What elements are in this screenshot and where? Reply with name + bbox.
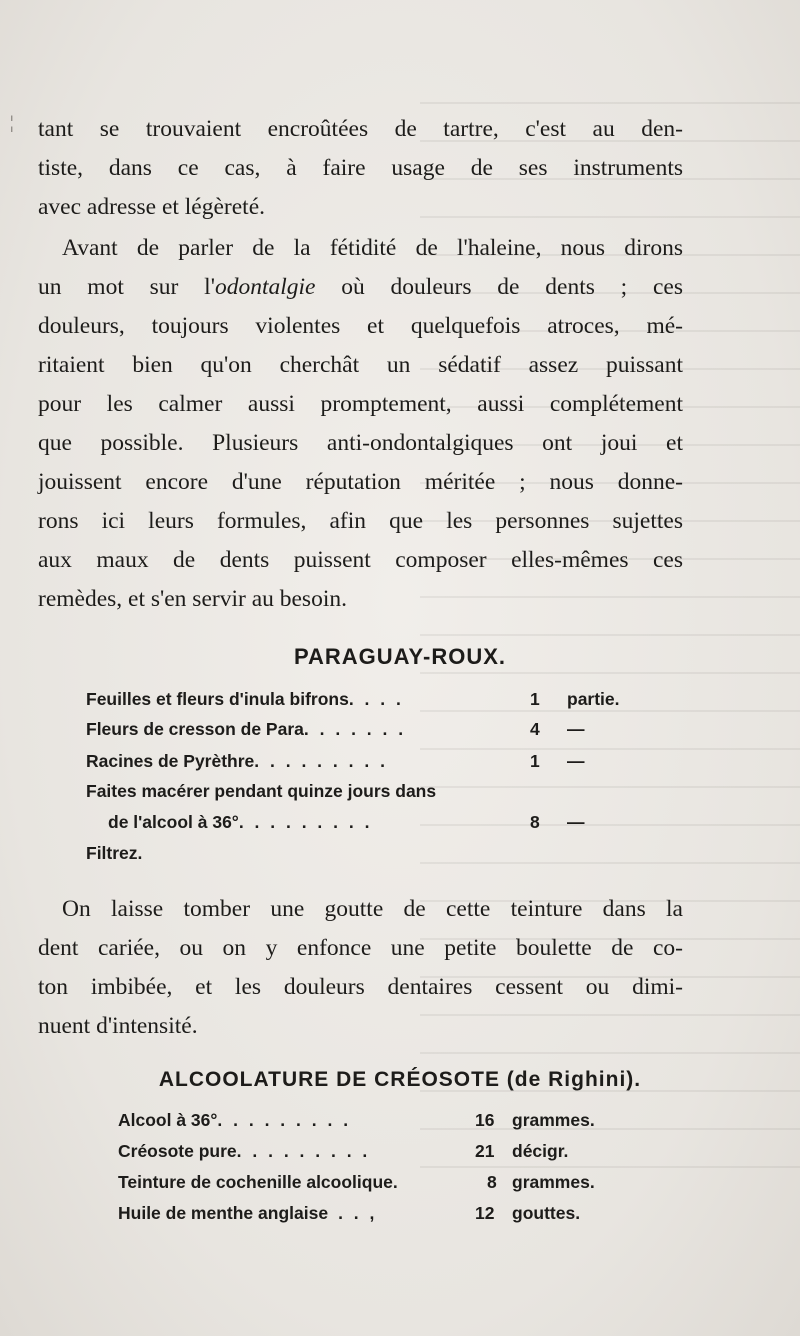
unit: gouttes. [512,1203,581,1223]
unit: grammes. [512,1172,595,1192]
italic-term: odontalgie [214,274,316,300]
recipe-line [118,1110,351,1131]
unit: partie. [567,689,620,709]
quantity: 1 [530,689,540,709]
unit: — [567,812,585,832]
margin-mark: ¦ [10,112,14,132]
quantity: 4 [530,719,540,739]
recipe-line [86,781,436,802]
quantity: 1 [530,751,540,771]
text-line: que possible. Plusieurs anti-ondontalgiques ont joui et [38,430,683,456]
recipe-line [118,1141,370,1162]
text-line: dent cariée, ou on y enfonce une petite boulette de co- [38,935,683,961]
text-line: remèdes, et s'en servir au besoin. [38,586,347,612]
leader-dots: . . . . . . . . . [254,751,388,771]
recipe-line [118,1172,398,1193]
ingredient-name: Fleurs de cresson de Para [86,719,304,739]
ingredient-name: de l'alcool à 36° [108,812,239,832]
recipe-line [118,1203,377,1224]
ingredient-name: Racines de Pyrèthre [86,751,255,771]
quantity: 8 [530,812,540,832]
unit: grammes. [512,1110,595,1130]
text-line: ton imbibée, et les douleurs dentaires cessent ou dimi- [38,974,683,1000]
text-line: tiste, dans ce cas, à faire usage de ses instruments [38,155,683,181]
leader-dots: . . . . [348,689,404,709]
text-line: aux maux de dents puissent composer elles-mêmes ces [38,547,683,573]
quantity: 12 [475,1203,495,1223]
recipe-title: ALCOOLATURE DE CRÉOSOTE (de Righini). [158,1068,642,1091]
instruction-text: Faites macérer pendant quinze jours dans [86,781,437,801]
quantity: 21 [475,1141,495,1161]
ingredient-name: Teinture de cochenille alcoolique. [118,1172,398,1192]
recipe-line [86,751,388,772]
leader-dots: . . . . . . . . . [238,812,373,832]
recipe-title: PARAGUAY-ROUX. [293,644,507,669]
text-fragment: un mot sur l' [38,274,215,300]
text-line: avec adresse et légèreté. [38,194,266,220]
text-fragment: où douleurs de dents ; ces [315,274,683,300]
text-line: jouissent encore d'une réputation méritée ; nous donne- [38,469,683,495]
text-line: On laisse tomber une goutte de cette teinture dans la [62,896,683,922]
text-line: pour les calmer aussi promptement, aussi complétement [38,391,683,417]
recipe-line [108,812,372,833]
leader-dots: . . , [338,1203,378,1223]
text-line: rons ici leurs formules, afin que les personnes sujettes [38,508,683,534]
text-line: ritaient bien qu'on cherchât un sédatif assez puissant [38,352,683,378]
ingredient-name: Huile de menthe anglaise [118,1203,329,1223]
leader-dots: . . . . . . . . . [217,1110,352,1130]
text-line: tant se trouvaient encroûtées de tartre, c'est au den- [38,116,683,142]
ingredient-name: Feuilles et fleurs d'inula bifrons [86,689,349,709]
quantity: 16 [475,1110,495,1130]
recipe-line [86,719,406,740]
text-line: douleurs, toujours violentes et quelquefois atroces, mé- [38,313,683,339]
text-line: Avant de parler de la fétidité de l'haleine, nous dirons [62,235,683,261]
unit: — [567,751,585,771]
ingredient-name: Créosote pure [118,1141,237,1161]
recipe-line [86,689,404,710]
leader-dots: . . . . . . . . . [236,1141,371,1161]
leader-dots: . . . . . . . [303,719,407,739]
text-line [38,268,683,307]
ingredient-name: Alcool à 36° [118,1110,218,1130]
quantity: 8 [487,1172,497,1192]
text-line: nuent d'intensité. [38,1013,198,1039]
unit: — [567,719,585,739]
recipe-line: Filtrez. [86,843,143,863]
unit: décigr. [512,1141,569,1161]
